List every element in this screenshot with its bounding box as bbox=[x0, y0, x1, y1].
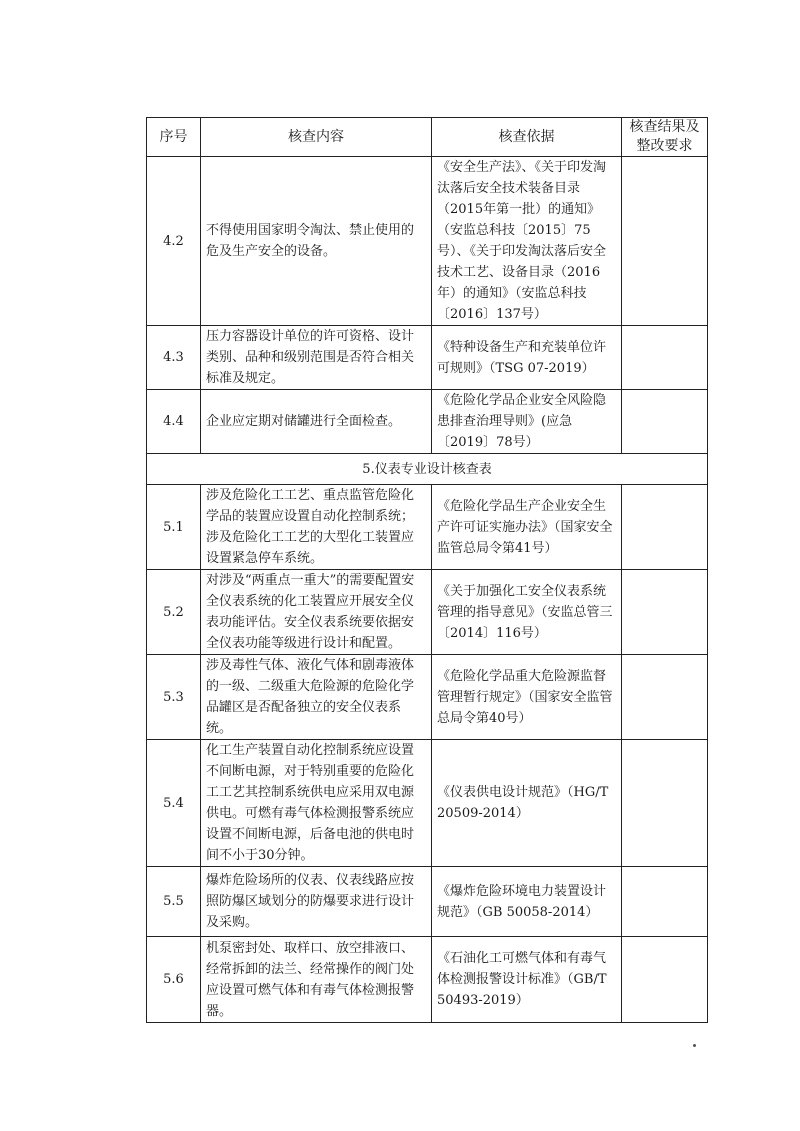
row-content: 化工生产装置自动化控制系统应设置不间断电源，对于特别重要的危险化工工艺其控制系统供电应采用双电源供电。可燃有毒气体检测报警系统应设置不间断电源，后备电池的供电时间不小于30分钟。 bbox=[201, 740, 432, 867]
row-seq: 5.6 bbox=[147, 937, 201, 1023]
header-content: 核查内容 bbox=[201, 118, 432, 157]
table-row bbox=[147, 740, 708, 867]
row-seq: 5.2 bbox=[147, 570, 201, 655]
table-row bbox=[147, 326, 708, 390]
row-basis: 《仪表供电设计规范》（HG/T 20509-2014） bbox=[432, 740, 622, 867]
row-basis: 《危险化学品企业安全风险隐患排查治理导则》(应急〔2019〕78号） bbox=[432, 390, 622, 454]
row-result bbox=[622, 326, 708, 390]
row-basis: 《石油化工可燃气体和有毒气体检测报警设计标准》（GB/T 50493-2019） bbox=[432, 937, 622, 1023]
section-title: 5.仪表专业设计核查表 bbox=[147, 454, 708, 485]
row-seq: 5.1 bbox=[147, 485, 201, 570]
row-basis: 《安全生产法》、《关于印发淘汰落后安全技术装备目录（2015年第一批）的通知》（安监总科技〔2015〕75号）、《关于印发淘汰落后安全技术工艺、设备目录（2016年）的通知》（安监总科技〔2016〕137号） bbox=[432, 157, 622, 326]
row-seq: 4.2 bbox=[147, 157, 201, 326]
row-seq: 4.4 bbox=[147, 390, 201, 454]
inspection-table bbox=[146, 117, 708, 1023]
row-content: 企业应定期对储罐进行全面检查。 bbox=[201, 390, 432, 454]
page-speck bbox=[693, 1044, 696, 1047]
row-seq: 5.5 bbox=[147, 867, 201, 937]
table-row bbox=[147, 867, 708, 937]
header-basis: 核查依据 bbox=[432, 118, 622, 157]
row-result bbox=[622, 740, 708, 867]
row-content: 机泵密封处、取样口、放空排液口、经常拆卸的法兰、经常操作的阀门处应设置可燃气体和有毒气体检测报警器。 bbox=[201, 937, 432, 1023]
table-row bbox=[147, 157, 708, 326]
row-seq: 4.3 bbox=[147, 326, 201, 390]
row-content: 压力容器设计单位的许可资格、设计类别、品种和级别范围是否符合相关标准及规定。 bbox=[201, 326, 432, 390]
row-content: 对涉及“两重点一重大”的需要配置安全仪表系统的化工装置应开展安全仪表功能评估。安全仪表系统要依据安全仪表功能等级进行设计和配置。 bbox=[201, 570, 432, 655]
row-basis: 《特种设备生产和充装单位许可规则》（TSG 07-2019） bbox=[432, 326, 622, 390]
row-content: 涉及危险化工工艺、重点监管危险化学品的装置应设置自动化控制系统；涉及危险化工工艺的大型化工装置应设置紧急停车系统。 bbox=[201, 485, 432, 570]
row-content: 爆炸危险场所的仪表、仪表线路应按照防爆区域划分的防爆要求进行设计及采购。 bbox=[201, 867, 432, 937]
row-result bbox=[622, 867, 708, 937]
table-row bbox=[147, 485, 708, 570]
table-header-row bbox=[147, 118, 708, 157]
row-result bbox=[622, 937, 708, 1023]
table-row bbox=[147, 390, 708, 454]
row-seq: 5.3 bbox=[147, 655, 201, 740]
header-seq: 序号 bbox=[147, 118, 201, 157]
row-result bbox=[622, 655, 708, 740]
row-result bbox=[622, 570, 708, 655]
row-basis: 《爆炸危险环境电力装置设计规范》（GB 50058-2014） bbox=[432, 867, 622, 937]
table-row bbox=[147, 655, 708, 740]
row-content: 不得使用国家明令淘汰、禁止使用的危及生产安全的设备。 bbox=[201, 157, 432, 326]
table-row bbox=[147, 937, 708, 1023]
row-result bbox=[622, 157, 708, 326]
row-seq: 5.4 bbox=[147, 740, 201, 867]
row-result bbox=[622, 390, 708, 454]
row-basis: 《危险化学品生产企业安全生产许可证实施办法》（国家安全监管总局令第41号） bbox=[432, 485, 622, 570]
section-row bbox=[147, 454, 708, 485]
row-basis: 《危险化学品重大危险源监督管理暂行规定》（国家安全监管总局令第40号） bbox=[432, 655, 622, 740]
table-row bbox=[147, 570, 708, 655]
header-result: 核查结果及整改要求 bbox=[622, 118, 708, 157]
row-basis: 《关于加强化工安全仪表系统管理的指导意见》（安监总管三〔2014〕116号） bbox=[432, 570, 622, 655]
row-content: 涉及毒性气体、液化气体和剧毒液体的一级、二级重大危险源的危险化学品罐区是否配备独立的安全仪表系统。 bbox=[201, 655, 432, 740]
row-result bbox=[622, 485, 708, 570]
